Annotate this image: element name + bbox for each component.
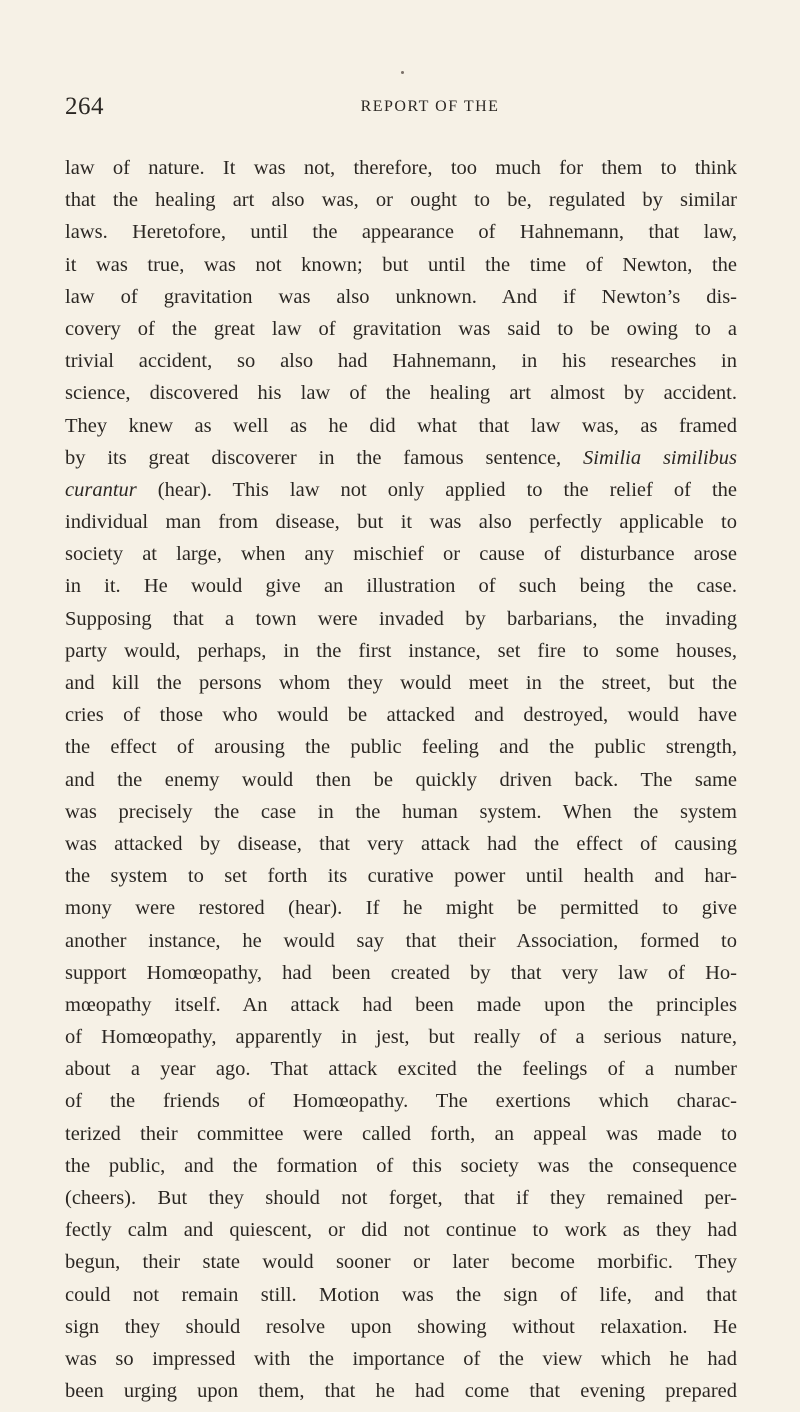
text-line: covery of the great law of gravitation was said to be owing to a bbox=[65, 317, 737, 340]
latin-phrase-part1: Similia similibus bbox=[583, 446, 737, 469]
text-line: Supposing that a town were invaded by barbarians, the invading bbox=[65, 607, 737, 630]
text-line: sign they should resolve upon showing without relaxation. He bbox=[65, 1315, 737, 1338]
text-line: They knew as well as he did what that law was, as framed bbox=[65, 414, 737, 437]
text-line: was attacked by disease, that very attack had the effect of causing bbox=[65, 832, 737, 855]
page-number: 264 bbox=[65, 93, 104, 120]
text-line: science, discovered his law of the healing art almost by accident. bbox=[65, 382, 737, 405]
latin-phrase-part2: curantur bbox=[65, 478, 137, 501]
text-line: individual man from disease, but it was also perfectly applicable to bbox=[65, 511, 737, 534]
body-text bbox=[65, 152, 737, 1407]
text-line: was so impressed with the importance of the view which he had bbox=[65, 1347, 737, 1370]
text-line: another instance, he would say that their Association, formed to bbox=[65, 929, 737, 952]
text-line: law of nature. It was not, therefore, too much for them to think bbox=[65, 157, 737, 179]
printing-speck bbox=[401, 71, 404, 74]
text-line: mony were restored (hear). If he might be permitted to give bbox=[65, 897, 737, 920]
text-line: party would, perhaps, in the first instance, set fire to some houses, bbox=[65, 639, 737, 662]
text-line: that the healing art also was, or ought to be, regulated by similar bbox=[65, 189, 737, 212]
text-line: it was true, was not known; but until the time of Newton, the bbox=[65, 253, 737, 276]
text-line: could not remain still. Motion was the sign of life, and that bbox=[65, 1283, 737, 1306]
text-line: fectly calm and quiescent, or did not continue to work as they had bbox=[65, 1219, 737, 1242]
text-line: been urging upon them, that he had come that evening prepared bbox=[65, 1380, 737, 1403]
text-line: and the enemy would then be quickly driven back. The same bbox=[65, 768, 737, 791]
running-title: REPORT OF THE bbox=[360, 98, 500, 115]
text-line: the system to set forth its curative power until health and har- bbox=[65, 865, 737, 888]
text-line: in it. He would give an illustration of such being the case. bbox=[65, 575, 737, 598]
text-line: law of gravitation was also unknown. And if Newton’s dis- bbox=[65, 285, 737, 308]
text-line: cries of those who would be attacked and destroyed, would have bbox=[65, 704, 737, 727]
text-line: laws. Heretofore, until the appearance of Hahnemann, that law, bbox=[65, 221, 737, 244]
text-line: support Homœopathy, had been created by that very law of Ho- bbox=[65, 961, 737, 984]
text-line: and kill the persons whom they would meet in the street, but the bbox=[65, 672, 737, 694]
text-line: about a year ago. That attack excited the feelings of a number bbox=[65, 1058, 737, 1081]
text-line-with-italic bbox=[65, 442, 737, 474]
text-line: of Homœopathy, apparently in jest, but really of a serious nature, bbox=[65, 1026, 737, 1049]
text-line: the public, and the formation of this society was the consequence bbox=[65, 1154, 737, 1177]
line-10-suffix: (hear). This law not only applied to the relief of the bbox=[136, 478, 737, 501]
text-line: the effect of arousing the public feeling and the public strength, bbox=[65, 736, 737, 759]
text-line: begun, their state would sooner or later become morbific. They bbox=[65, 1251, 737, 1274]
text-line: (cheers). But they should not forget, that if they remained per- bbox=[65, 1187, 737, 1209]
text-line-with-italic bbox=[65, 474, 737, 506]
text-line: mœopathy itself. An attack had been made upon the principles bbox=[65, 993, 737, 1016]
text-line: was precisely the case in the human system. When the system bbox=[65, 800, 737, 823]
text-line: trivial accident, so also had Hahnemann, in his researches in bbox=[65, 350, 737, 373]
text-line: society at large, when any mischief or cause of disturbance arose bbox=[65, 543, 737, 566]
line-9-prefix: by its great discoverer in the famous sentence, bbox=[65, 446, 584, 469]
text-line: terized their committee were called forth, an appeal was made to bbox=[65, 1122, 737, 1145]
text-line: of the friends of Homœopathy. The exertions which charac- bbox=[65, 1090, 737, 1113]
